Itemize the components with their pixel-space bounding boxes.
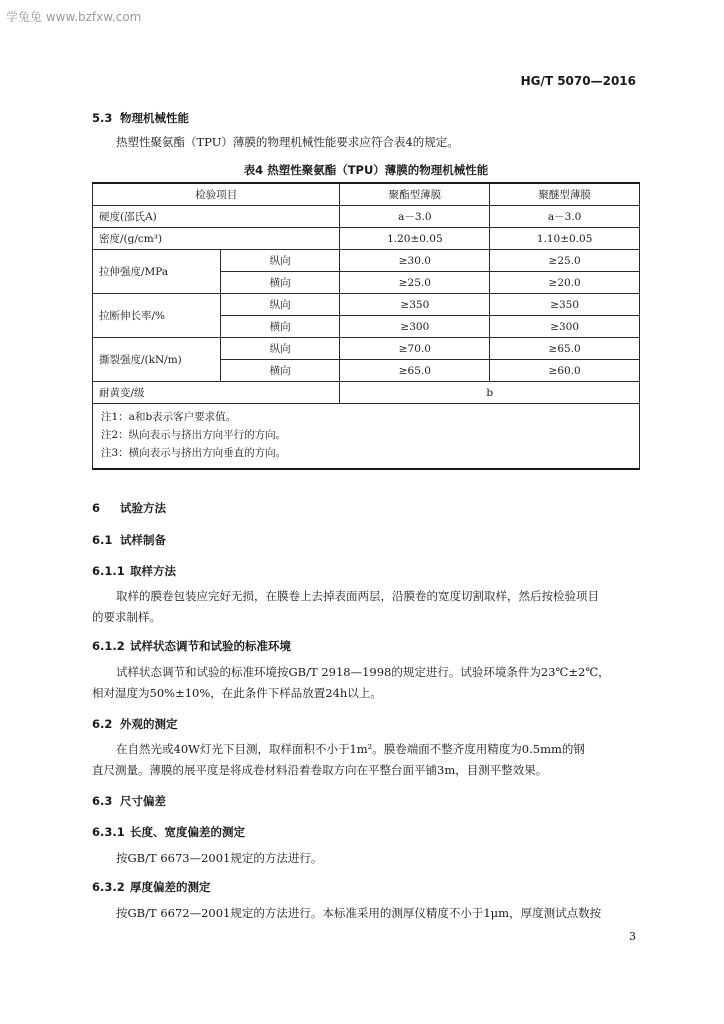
cell-item: 拉断伸长率/% <box>93 294 221 338</box>
heading-number: 6.1 <box>92 533 113 547</box>
table-row <box>93 294 640 316</box>
cell-direction: 横向 <box>220 272 340 294</box>
heading-number: 5.3 <box>92 111 113 125</box>
table-title: 表4 热塑性聚氨酯（TPU）薄膜的物理机械性能 <box>243 163 489 177</box>
table-row <box>93 206 640 228</box>
heading-6-3-2 <box>92 879 211 895</box>
cell-value: ≥30.0 <box>340 250 490 272</box>
cell-direction: 横向 <box>220 360 340 382</box>
note-2: 注2：纵向表示与挤出方向平行的方向。 <box>101 429 287 441</box>
heading-title: 试验方法 <box>120 501 166 515</box>
heading-6-1-2 <box>92 638 291 654</box>
table-notes-row <box>93 404 640 470</box>
paragraph-line: 在自然光或40W灯光下目测，取样面积不小于1m²。膜卷端面不整齐度用精度为0.5mm的钢 <box>116 742 585 756</box>
heading-title: 外观的测定 <box>120 717 178 731</box>
cell-value: ≥300 <box>490 316 640 338</box>
header-item: 检验项目 <box>93 183 340 206</box>
paragraph-6-1-2 <box>92 662 640 704</box>
heading-6-2 <box>92 716 178 732</box>
heading-number: 6.2 <box>92 717 113 731</box>
heading-6-3 <box>92 793 166 809</box>
heading-number: 6.1.2 <box>92 639 125 653</box>
cell-value: ≥350 <box>340 294 490 316</box>
cell-item: 耐黄变/级 <box>93 382 340 404</box>
table-row <box>93 338 640 360</box>
paragraph-6-3-1: 按GB/T 6673—2001规定的方法进行。 <box>116 851 323 865</box>
heading-title: 厚度偏差的测定 <box>130 880 211 894</box>
heading-title: 物理机械性能 <box>120 111 189 125</box>
header-polyether: 聚醚型薄膜 <box>490 183 640 206</box>
page-number: 3 <box>629 930 636 943</box>
table-notes <box>93 404 640 470</box>
cell-direction: 纵向 <box>220 294 340 316</box>
cell-value: 1.10±0.05 <box>490 228 640 250</box>
note-1: 注1：a和b表示客户要求值。 <box>101 411 237 423</box>
standard-code: HG/T 5070—2016 <box>520 74 636 88</box>
cell-value: ≥25.0 <box>340 272 490 294</box>
cell-item: 拉伸强度/MPa <box>93 250 221 294</box>
note-3: 注3：横向表示与挤出方向垂直的方向。 <box>101 447 287 459</box>
paragraph-6-3-2: 按GB/T 6672—2001规定的方法进行。本标准采用的测厚仪精度不小于1μm，厚度测试点数按 <box>116 906 602 920</box>
cell-value: b <box>340 382 640 404</box>
cell-value: ≥300 <box>340 316 490 338</box>
cell-value: ≥25.0 <box>490 250 640 272</box>
heading-5-3 <box>92 110 189 126</box>
cell-value: a－3.0 <box>340 206 490 228</box>
table-row <box>93 228 640 250</box>
heading-number: 6.3.1 <box>92 825 125 839</box>
heading-number: 6 <box>92 501 101 515</box>
paragraph-line: 相对湿度为50%±10%，在此条件下样品放置24h以上。 <box>92 686 382 700</box>
cell-item: 硬度(邵氏A) <box>93 206 340 228</box>
cell-direction: 纵向 <box>220 250 340 272</box>
cell-value: 1.20±0.05 <box>340 228 490 250</box>
paragraph-line: 的要求制样。 <box>92 610 161 624</box>
table-header-row <box>93 183 640 206</box>
paragraph-line: 取样的膜卷包装应完好无损，在膜卷上去掉表面两层，沿膜卷的宽度切割取样，然后按检验项目 <box>116 589 599 603</box>
heading-number: 6.3 <box>92 794 113 808</box>
table-row <box>93 250 640 272</box>
heading-6 <box>92 500 166 516</box>
heading-title: 尺寸偏差 <box>120 794 166 808</box>
cell-value: ≥20.0 <box>490 272 640 294</box>
heading-title: 长度、宽度偏差的测定 <box>130 825 245 839</box>
heading-6-1-1 <box>92 563 176 579</box>
cell-value: ≥60.0 <box>490 360 640 382</box>
heading-number: 6.3.2 <box>92 880 125 894</box>
cell-item: 撕裂强度/(kN/m) <box>93 338 221 382</box>
paragraph-line: 试样状态调节和试验的标准环境按GB/T 2918—1998的规定进行。试验环境条件为23℃±2℃， <box>116 665 610 679</box>
cell-value: ≥65.0 <box>490 338 640 360</box>
paragraph-5-3: 热塑性聚氨酯（TPU）薄膜的物理机械性能要求应符合表4的规定。 <box>116 135 459 149</box>
paragraph-6-1-1 <box>92 586 640 628</box>
cell-value: ≥350 <box>490 294 640 316</box>
cell-value: ≥70.0 <box>340 338 490 360</box>
heading-6-3-1 <box>92 824 245 840</box>
table-row <box>93 382 640 404</box>
cell-item: 密度/(g/cm³) <box>93 228 340 250</box>
cell-direction: 纵向 <box>220 338 340 360</box>
properties-table <box>92 182 640 470</box>
heading-title: 试样状态调节和试验的标准环境 <box>130 639 291 653</box>
header-polyester: 聚酯型薄膜 <box>340 183 490 206</box>
heading-title: 取样方法 <box>130 564 176 578</box>
paragraph-6-2 <box>92 739 640 781</box>
heading-number: 6.1.1 <box>92 564 125 578</box>
cell-value: a－3.0 <box>490 206 640 228</box>
heading-6-1 <box>92 532 166 548</box>
heading-title: 试样制备 <box>120 533 166 547</box>
cell-value: ≥65.0 <box>340 360 490 382</box>
watermark: 学兔兔 www.bzfxw.com <box>6 10 142 24</box>
paragraph-line: 直尺测量。薄膜的展平度是将成卷材料沿着卷取方向在平整台面平铺3m，目测平整效果。 <box>92 763 548 777</box>
cell-direction: 横向 <box>220 316 340 338</box>
